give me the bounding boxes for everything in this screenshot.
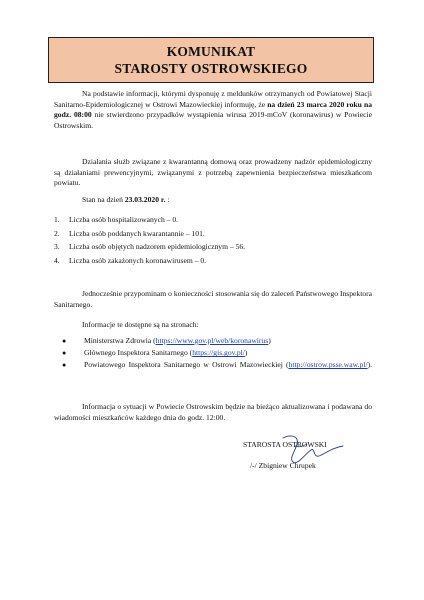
- status-date-line: [82, 195, 169, 206]
- closing-paragraph: Informacja o sytuacji w Powiecie Ostrowskim będzie na bieżąco aktualizowana i podawana do wiadomości mieszkańców każdego dnia do godz. 12:00.: [54, 402, 372, 422]
- status-date-label: Stan na dzień: [82, 195, 125, 204]
- list-item: [54, 240, 245, 254]
- sources-list: [54, 335, 372, 372]
- intro-text-end: nie stwierdzono przypadków wystąpienia wirusa 2019-mCoV (koronawirus) w Powiecie Ostrowskim.: [54, 110, 373, 130]
- source-suffix: ).: [367, 360, 372, 370]
- source-suffix: ): [268, 336, 271, 345]
- reminder-paragraph: Jednocześnie przypominam o konieczności stosowania się do zaleceń Państwowego Inspektora Sanitarnego.: [54, 289, 372, 309]
- source-prefix: Głównego Inspektora Sanitarnego (: [84, 348, 193, 358]
- statistics-list: [54, 213, 245, 267]
- list-number: 4.: [54, 255, 60, 265]
- header-subtitle: STAROSTY OSTROWSKIEGO: [114, 61, 308, 76]
- bullet-icon: ●: [62, 361, 67, 370]
- list-text: Liczba osób objętych nadzorem epidemiologicznym – 56.: [69, 242, 246, 252]
- list-number: 3.: [54, 242, 60, 252]
- signature-title: STAROSTA OSTROWSKI: [243, 440, 327, 449]
- intro-text-start: Na podstawie informacji, którymi dysponuję z meldunków otrzymanych od Powiatowej Stacji Sanitarno-Epidemiologicznej w Ostrowi Mazowieckiej informuję, że: [54, 89, 372, 109]
- ministry-link[interactable]: https://www.gov.pl/web/koronawirus: [155, 336, 269, 345]
- list-text: Liczba osób zakażonych koronawirusem – 0.: [69, 255, 207, 265]
- status-date-value: 23.03.2020 r.: [124, 195, 166, 204]
- bullet-icon: ●: [62, 337, 67, 345]
- list-number: 2.: [54, 228, 60, 238]
- list-item: [54, 347, 372, 359]
- intro-date-bold: na dzień 23 marca 2020 roku na godz. 08:00: [54, 99, 372, 119]
- list-item: [54, 359, 372, 371]
- list-text: Liczba osób hospitalizowanych – 0.: [69, 215, 179, 224]
- source-suffix: ): [244, 348, 248, 358]
- list-number: 1.: [54, 215, 60, 224]
- list-text: Liczba osób poddanych kwarantannie – 101.: [69, 228, 205, 238]
- status-date-suffix: :: [165, 195, 170, 204]
- signature-name: /-/ Zbigniew Chrupek: [250, 461, 316, 470]
- actions-paragraph: Działania służb związane z kwarantanną domową oraz prowadzeny nadzór epidemiologiczny są działaniami prewencyjnymi, związanymi z potrzebą zapewnienia bezpieczeństwa mieszkańcom powiatu.: [54, 157, 372, 187]
- source-prefix: Powiatowego Inspektora Sanitarnego w Ostrowi Mazowieckiej (: [84, 360, 289, 370]
- source-prefix: Ministerstwa Zdrowia (: [84, 336, 156, 345]
- list-item: [54, 213, 245, 227]
- list-item: [54, 254, 245, 268]
- list-item: [54, 227, 245, 241]
- list-item: [54, 335, 372, 347]
- bullet-icon: ●: [62, 349, 67, 358]
- gis-link[interactable]: https://gis.gov.pl/: [192, 348, 245, 358]
- intro-paragraph: [54, 89, 372, 131]
- psse-link[interactable]: http://ostrow.psse.waw.pl/: [288, 360, 368, 370]
- signature-block: [243, 440, 363, 471]
- sources-intro: Informacje te dostępne są na stronach:: [82, 320, 199, 329]
- announcement-header: [48, 37, 374, 83]
- header-title: KOMUNIKAT: [166, 44, 256, 59]
